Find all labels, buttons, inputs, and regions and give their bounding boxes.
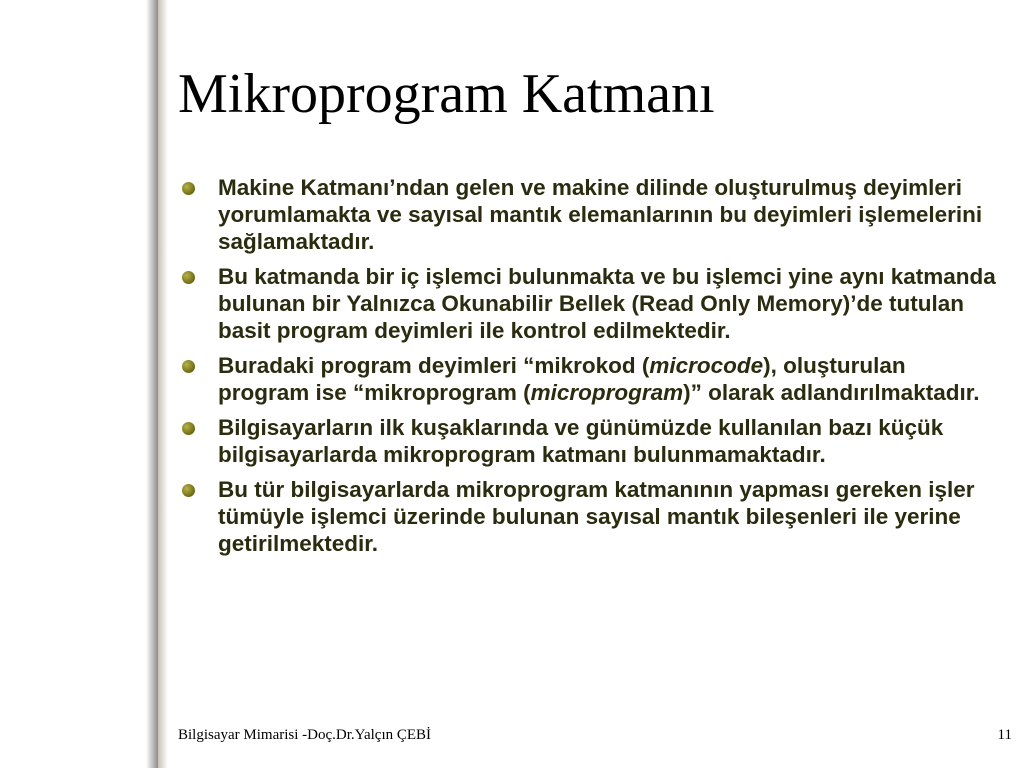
bullet-text-italic: microprogram [530,380,684,405]
bullet-text: ), oluşturulan program ise “mikroprogram ( [218,353,906,405]
bullet-text: )” olarak adlandırılmaktadır. [683,380,980,405]
bullet-item [182,476,1002,557]
bullet-text: Bu katmanda bir iç işlemci bulunmakta ve bu işlemci yine aynı katmanda bulunan bir Yalnızca Okunabilir Bellek (Read Only Memory)’de tutulan basit program deyimleri ile kontrol edilmektedir. [218,264,996,343]
bullet-item [182,414,1002,468]
bullet-item [182,263,1002,344]
page-number: 11 [997,727,1012,743]
footer-author: Bilgisayar Mimarisi -Doç.Dr.Yalçın ÇEBİ [178,727,432,743]
bullet-list [182,174,1002,565]
bullet-item [182,174,1002,255]
band-shadow [158,0,168,768]
bullet-text: Makine Katmanı’ndan gelen ve makine dilinde oluşturulmuş deyimleri yorumlamakta ve sayısal mantık elemanlarının bu deyimleri işlemelerini sağlamaktadır. [218,175,983,254]
bullet-text-italic: microcode [649,353,764,378]
bullet-item [182,352,1002,406]
bullet-dot-icon [182,360,195,373]
slide-title: Mikroprogram Katmanı [178,63,715,125]
bullet-dot-icon [182,422,195,435]
bullet-text: Bu tür bilgisayarlarda mikroprogram katmanının yapması gereken işler tümüyle işlemci üzerinde bulunan sayısal mantık bileşenleri ile yerine getirilmektedir. [218,477,975,556]
bullet-dot-icon [182,182,195,195]
bullet-dot-icon [182,484,195,497]
decorative-gold-band [0,0,158,768]
bullet-text: Bilgisayarların ilk kuşaklarında ve günümüzde kullanılan bazı küçük bilgisayarlarda mikroprogram katmanı bulunmamaktadır. [218,415,944,467]
bullet-dot-icon [182,271,195,284]
bullet-text: Buradaki program deyimleri “mikrokod ( [218,353,650,378]
